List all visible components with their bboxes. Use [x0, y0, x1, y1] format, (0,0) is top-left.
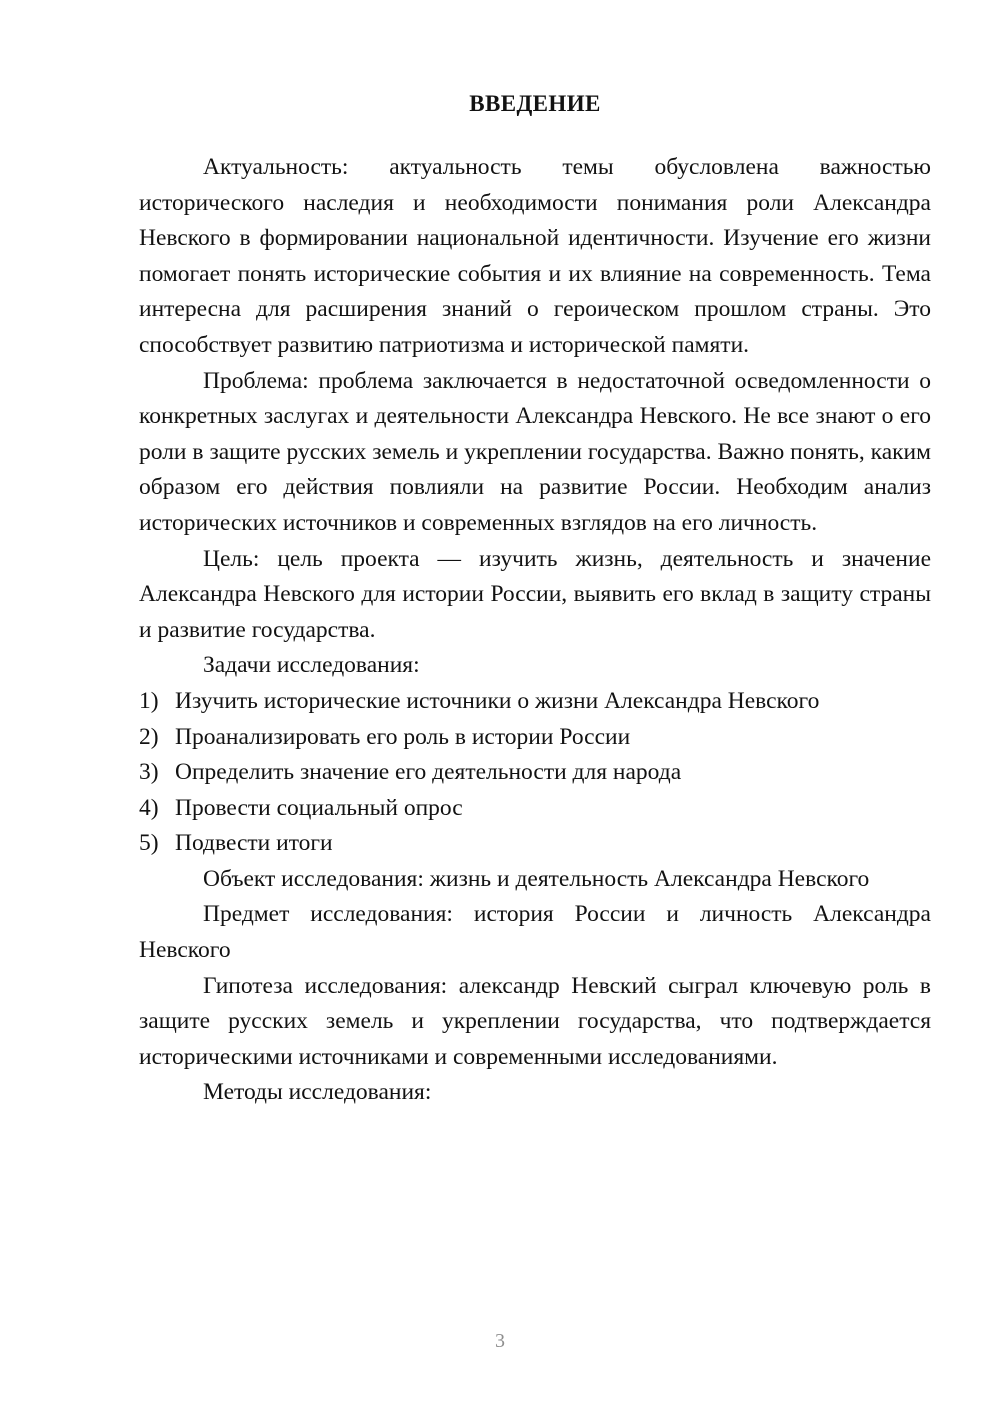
page-title: ВВЕДЕНИЕ — [469, 91, 601, 116]
paragraph-relevance: Актуальность: актуальность темы обусловлена важностью исторического наследия и необходимости понимания роли Александра Невского в формировании национальной идентичности. Изучение его жизни помогает понять исторические события и их влияние на современность. Тема интересна для расширения знаний о героическом прошлом страны. Это способствует развитию патриотизма и исторической памяти. — [139, 154, 931, 358]
list-item — [139, 755, 931, 791]
paragraph-problem: Проблема: проблема заключается в недостаточной осведомленности о конкретных заслугах и деятельности Александра Невского. Не все знают о его роли в защите русских земель и укреплении государства. Важно понять, каким образом его действия повлияли на развитие России. Необходим анализ исторических источников и современных взглядов на его личность. — [139, 367, 931, 536]
paragraph-hypothesis: Гипотеза исследования: александр Невский сыграл ключевую роль в защите русских земель и укреплении государства, что подтверждается историческими источниками и современными исследованиями. — [139, 972, 931, 1070]
page-number: 3 — [495, 1330, 505, 1352]
list-item — [139, 826, 931, 862]
methods-heading: Методы исследования: — [203, 1079, 432, 1106]
list-item-label: Изучить исторические источники о жизни Александра Невского — [175, 687, 820, 714]
paragraph-goal: Цель: цель проекта — изучить жизнь, деятельность и значение Александра Невского для истории России, выявить его вклад в защиту страны и развитие государства. — [139, 545, 931, 643]
paragraph-subject: Предмет исследования: история России и личность Александра Невского — [139, 901, 931, 964]
list-item-label: Подвести итоги — [175, 830, 333, 857]
list-item — [139, 684, 931, 720]
list-item — [139, 720, 931, 756]
paragraph-object: Объект исследования: жизнь и деятельность Александра Невского — [203, 865, 870, 892]
list-item-marker: 3) — [139, 759, 159, 786]
list-item-marker: 4) — [139, 794, 159, 821]
list-item-marker: 5) — [139, 830, 159, 857]
list-item-marker: 2) — [139, 723, 159, 750]
document-body — [139, 86, 931, 1111]
list-item — [139, 791, 931, 827]
list-item-label: Определить значение его деятельности для народа — [175, 759, 682, 786]
tasks-heading: Задачи исследования: — [203, 652, 420, 679]
list-item-label: Проанализировать его роль в истории России — [175, 723, 631, 750]
list-item-label: Провести социальный опрос — [175, 794, 463, 821]
tasks-list — [139, 684, 931, 862]
list-item-marker: 1) — [139, 687, 159, 714]
